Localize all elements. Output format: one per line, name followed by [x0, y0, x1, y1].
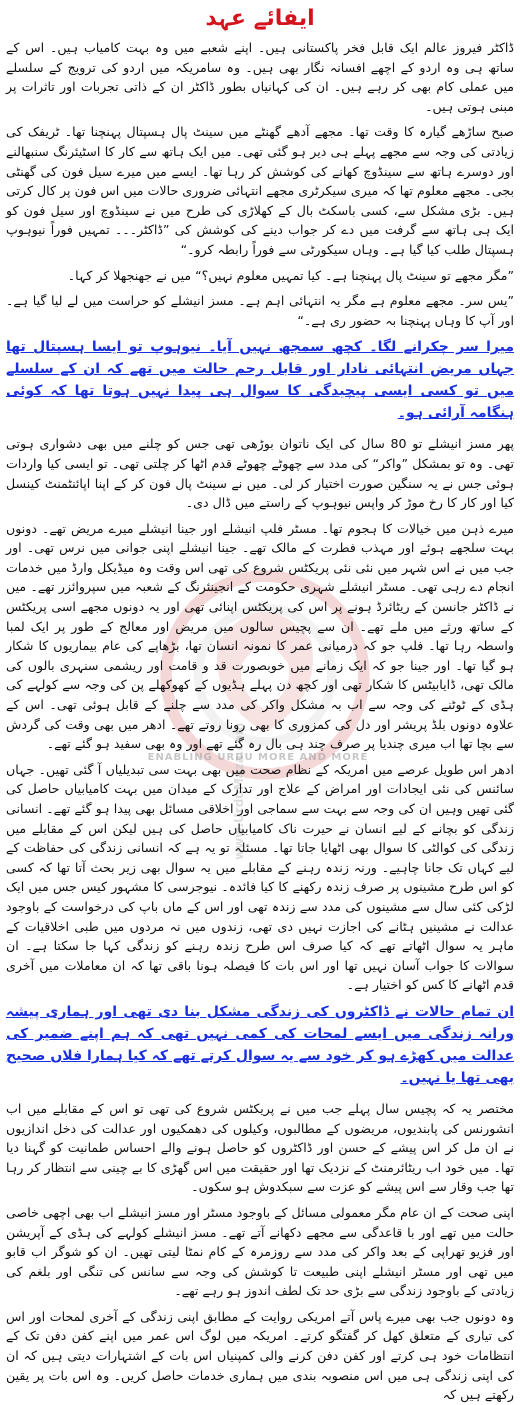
paragraph: وہ دونوں جب بھی میرے پاس آتے امریکی روایت کے مطابق اپنی زندگی کے آخری لمحات اور اس کی تیاری کے متعلق کھل کر گفتگو کرتے۔ امریکہ میں لوگ اس عمر میں اپنے کفن دفن تک کے انتظامات خود ہی کرتے اور کفن دفن کرنے والی کمپنیاں اس بات کے اشتہارات دیتی ہیں کہ ان کی اپنی زندگی ہی میں اس منصوبہ بندی میں ہماری خدمات حاصل کریں۔ وہ اس بات پر یقین رکھتے ہیں کہ — [6, 1308, 514, 1403]
paragraph-intro: ڈاکٹر فیروز عالم ایک قابل فخر پاکستانی ہیں۔ اپنے شعبے میں وہ بہت کامیاب ہیں۔ اس کے ساتھ ہی وہ اردو کے اچھے افسانہ نگار بھی ہیں۔ وہ سامریکہ میں اردو کی ترویج کے سلسلے میں عملی کام بھی کر رہے ہیں۔ ان کی کہانیاں بطور ڈاکٹر ان کے ذاتی تجربات اور تاثرات پر مبنی ہوتی ہیں۔ — [6, 40, 514, 114]
watermark-tagline: ENABLING URDU MORE AND MORE — [147, 752, 369, 763]
paragraph: ”یس سر۔ مجھے معلوم ہے مگر یہ انتہائی اہم ہے۔ مسز انیشلے کو حراست میں لے لیا گیا ہے۔ اور آپ کا وہاں پہنچنا بہ حضور ری ہے۔“ — [6, 293, 514, 328]
watermark-url: www.UrduMaza.com — [232, 722, 246, 860]
paragraph: ”مگر مجھے تو سینٹ پال پہنچنا ہے۔ کیا تمہیں معلوم نہیں؟“ میں نے جھنجھلا کر کہا۔ — [67, 267, 514, 283]
pull-quote: ان تمام حالات نے ڈاکٹروں کی زندگی مشکل بنا دی تھی اور ہماری پیشہ ورانہ زندگی میں ایسے لمحات کی کمی نہیں تھی کہ ہم اپنے ضمیر کی عدالت میں کھڑے ہو کر خود سے یہ سوال کرتے تھے کہ کیا ہمارا فلاں صحیح بھی تھا یا نہیں۔ — [6, 1003, 514, 1086]
paragraph: اپنی صحت کے ان عام مگر معمولی مسائل کے باوجود مسٹر اور مسز انیشلے اب بھی اچھی خاصی حالت میں تھے اور با قاعدگی سے مجھے دکھانے آتے تھے۔ مسز انیشلے کولہے کی ہڈی کے آپریشن اور فزیو تھراپی کے بعد واکر کی مدد سے روزمرہ کے کام نمٹا لیتی تھیں۔ ان کو شوگر اب قابو میں تھی اور مسٹر انیشلے اپنی طبیعت تا کوشش کی وجہ سے سانس کی تنگی اور بلغم کی زیادتی کے باوجود زندگی سے بڑی حد تک لطف اندوز ہو رہے تھے۔ — [6, 1204, 514, 1299]
pull-quote: میرا سر چکرانے لگا۔ کچھ سمجھ نہیں آیا۔ نیوہوپ تو ایسا ہسپتال تھا جہاں مریض انتہائی نادار اور قابل رحم حالت میں تھے کہ ان کے سلسلے میں تو کسی ایسی پیچیدگی کا سوال ہی پیدا نہیں ہوتا تھا کہ کوئی ہنگامہ آرائی ہو۔ — [6, 339, 514, 422]
paragraph: ادھر اس طویل عرصے میں امریکہ کے نظام صحت میں بھی بہت سی تبدیلیاں آ گئی تھیں۔ جہاں سائنس کی نئی ایجادات اور امراض کے علاج اور تدارک کے میدان میں بہت کامیابیاں حاصل کی گئی تھیں وہیں ان کی وجہ سے بہت سے سماجی اور اخلاقی مسائل بھی پیدا ہو گئے تھے۔ انسانی زندگی کو بچانے کے لیے انسان نے حیرت ناک کامیابیاں حاصل کی ہیں لیکن اس کے مقابلے میں زندگی کی کوالٹی کا سوال بھی اٹھایا جاتا تھا۔ مسئلہ تو یہ ہے کہ انسانی زندگی کی حفاظت کے لیے کہاں تک جانا چاہیے۔ ورنہ زندہ رہنے کے مقابلے میں یہ سوال بھی زیر بحث آتا تھا کہ کسی کو اس طرح مشینوں پر صرف زندہ رکھنے کا کیا فائدہ۔ نیوجرسی کا مشہور کیس جس میں ایک لڑکی کئی سال سے مشینوں کی مدد سے زندہ تھی اور اس کے ماں باپ کی درخواست کے باوجود عدالت نے مشینیں ہٹانے کی اجازت نہیں دی تھی، زندوں میں نہ مردوں میں طبی اخلاقیات کے ماہر یہ سوال اٹھاتے تھے کہ کیا صرف اس طرح زندہ رہنے کو زندگی کہا جا سکتا ہے۔ ان سوالات کا جواب آسان نہیں تھا اور اس بات کا فیصلہ ہونا باقی تھا کہ ان معاملات میں آخری قدم اٹھانے کا کس کو اختیار ہے۔ — [6, 761, 514, 993]
paragraph: پھر مسز انیشلے تو 80 سال کی ایک ناتوان بوڑھی تھی جس کو چلنے میں بھی دشواری ہوتی تھی۔ وہ تو بمشکل ”واکر“ کی مدد سے چھوٹے چھوٹے قدم اٹھا کر چلتی تھی۔ تو ایسی کیا واردات ہوئی جس نے یہ سنگین صورت اختیار کر لی۔ میں نے سینٹ پال فون کر کے اپنا اپائنٹمنٹ کینسل کیا اور کار کا رخ موڑ کر واپس نیوہوپ کے راستے میں ڈال دی۔ — [6, 436, 514, 511]
paragraph: صبح ساڑھے گیارہ کا وقت تھا۔ مجھے آدھے گھنٹے میں سینٹ پال ہسپتال پہنچنا تھا۔ ٹریفک کی زیادتی کی وجہ سے مجھے پہلے ہی دیر ہو گئی تھی۔ میں ایک ہاتھ سے کار کا اسٹیئرنگ سنبھالنے اور دوسرے ہاتھ سے سینڈوچ کھانے کی کوشش کر رہا تھا۔ ایسے میں میرے سیل فون کی گھنٹی بجی۔ مجھے معلوم تھا کہ میری سیکرٹری مجھے انتہائی ضروری حالات میں اس فون پر کال کرتی ہیں۔ بڑی مشکل سے، کسی باسکٹ بال کے کھلاڑی کی طرح میں نے سینڈوچ اور سیل فون کو ایک ہی ہاتھ سے گرفت میں دے کر جواب دینے کی کوشش کی ”ڈاکٹر۔۔۔ تمہیں فوراً نیوہوپ ہسپتال طلب کیا گیا ہے۔ وہاں سیکورٹی سے فوراً رابطہ کرو۔“ — [6, 124, 514, 257]
paragraph: میرے ذہن میں خیالات کا ہجوم تھا۔ مسٹر فلپ انیشلے اور جینا انیشلے میرے مریض تھے۔ دونوں بہت سلجھے ہوئے اور مہذب فطرت کے مالک تھے۔ جینا انیشلے اپنی جوانی میں نرس تھی۔ اور جب میں نے اس شہر میں نئی نئی پریکٹس شروع کی تھی اس وقت وہ میڈیکل وارڈ میں خدمات انجام دے رہی تھی۔ مسٹر انیشلے شہری حکومت کے انجینئرنگ کے شعبہ میں سپروائزر تھے۔ میں نے ڈاکٹر جانسن کے ریٹائرڈ ہونے پر اس کی پریکٹس اپنائی تھی اور یہ دونوں مجھے اسی پریکٹس کے ساتھ ورثے میں ملے تھے۔ ان سے پچیس سالوں میں مریض اور معالج کے طور پر ایک لمبا واسطہ رہا تھا۔ فلپ جو کہ درمیانی عمر کا نمونہ انسان تھا، بڑھاپے کی عام بیماریوں کا شکار ہو گیا تھا۔ اور جینا جو کہ ایک زمانے میں خوبصورت قد و قامت اور ریشمی سنہری بالوں کی مالک تھی، ڈایابیٹس کا شکار تھی اور کچھ دن پہلے ہڈیوں کے کھوکھلے پن کی وجہ سے کولہے کی ہڈی کے ٹوٹنے کی وجہ سے اب بہ مشکل واکر کی مدد سے چلنے کے قابل ہوئی تھی۔ اس کے علاوہ دونوں بلڈ پریشر اور دل کی کمزوری کا بھی رونا روتے تھے۔ ادھر میں بھی وقت کی گردش سے بچا تھا اب میری چندیا پر صرف چند ہی بال رہ گئے تھے اور وہ بھی سفید ہو گئے تھے۔ — [6, 520, 514, 752]
article-body — [6, 38, 514, 1403]
article-title: ایفائے عہد — [205, 6, 315, 31]
paragraph: مختصر یہ کہ پچیس سال پہلے جب میں نے پریکٹس شروع کی تھی تو اس کے مقابلے میں اب انشورنس کی پابندیوں، مریضوں کے مطالبوں، وکیلوں کی دھمکیوں اور عدالت کی دخل اندازیوں نے ان مل کر اس پیشے کے حسن اور ڈاکٹروں کو حاصل ہونے والے احساس طمانیت کو گہنا دیا تھا۔ میں خود اب ریٹائرمنٹ کے نزدیک تھا اور حقیقت میں اس گھڑی کا بے چینی سے انتظار کر رہا تھا جب وقار سے اس پیشے کو عزت سے سبکدوش ہو سکوں۔ — [6, 1100, 514, 1195]
